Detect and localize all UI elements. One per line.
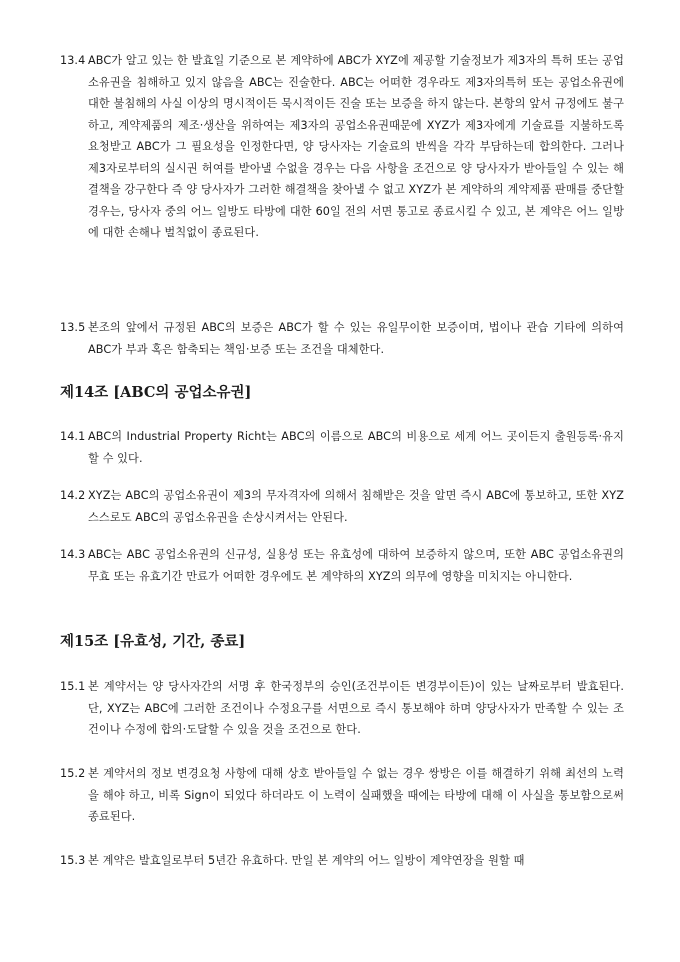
- article-14-heading: 제14조 [ABC의 공업소유권]: [60, 384, 252, 401]
- clause-text: 본 계약은 발효일로부터 5년간 유효하다. 만일 본 계약의 어느 일방이 계약연장을 원할 때: [88, 854, 525, 867]
- clause-14-2: [60, 485, 624, 528]
- clause-number: 13.4: [60, 54, 86, 67]
- clause-number: 15.3: [60, 854, 86, 867]
- clause-number: 14.3: [60, 548, 86, 561]
- clause-text: 본 계약서의 정보 변경요청 사항에 대해 상호 받아들일 수 없는 경우 쌍방은 이를 해결하기 위해 최선의 노력을 해야 하고, 비록 Sign이 되었다 하더라도 이 노력이 실패했을 때에는 타방에 대해 이 사실을 통보함으로써 종료된다.: [88, 767, 624, 823]
- clause-number: 15.1: [60, 680, 86, 693]
- clause-text: 본 계약서는 양 당사자간의 서명 후 한국정부의 승인(조건부이든 변경부이든)이 있는 날짜로부터 발효된다. 단, XYZ는 ABC에 그러한 조건이나 수정요구를 서면으로 즉시 통보해야 하며 양당사자가 만족할 수 있는 조건이나 수정에 합의·도달할 수 있을 것을 조건으로 한다.: [88, 680, 624, 736]
- clause-15-2: [60, 763, 624, 828]
- clause-number: 14.2: [60, 489, 86, 502]
- clause-13-4: [60, 50, 624, 244]
- clause-15-1: [60, 676, 624, 741]
- clause-14-1: [60, 426, 624, 469]
- clause-text: 본조의 앞에서 규정된 ABC의 보증은 ABC가 할 수 있는 유일무이한 보증이며, 법이나 관습 기타에 의하여 ABC가 부과 혹은 함축되는 책임·보증 또는 조건을 대체한다.: [88, 321, 624, 356]
- clause-15-3: [60, 850, 624, 872]
- clause-text: ABC는 ABC 공업소유권의 신규성, 실용성 또는 유효성에 대하여 보증하지 않으며, 또한 ABC 공업소유권의 무효 또는 유효기간 만료가 어떠한 경우에도 본 계약하의 XYZ의 의무에 영향을 미치지는 아니한다.: [88, 548, 624, 583]
- clause-14-3: [60, 544, 624, 587]
- article-15-heading: 제15조 [유효성, 기간, 종료]: [60, 633, 246, 650]
- clause-13-5: [60, 317, 624, 360]
- clause-text: ABC의 Industrial Property Richt는 ABC의 이름으로 ABC의 비용으로 세계 어느 곳이든지 출원등록·유지할 수 있다.: [88, 430, 624, 465]
- clause-text: ABC가 알고 있는 한 발효일 기준으로 본 계약하에 ABC가 XYZ에 제공할 기술정보가 제3자의 특허 또는 공업소유권을 침해하고 있지 않음을 ABC는 진술한다. ABC는 어떠한 경우라도 제3자의특허 또는 공업소유권에 대한 불침해의 사실 이상의 명시적이든 묵시적이든 진술 또는 보증을 하지 않는다. 본항의 앞서 규정에도 불구하고, 계약제품의 제조·생산을 위하여는 제3자의 공업소유권때문에 XYZ가 제3자에게 기술료를 지불하도록 요청받고 ABC가 그 필요성을 인정한다면, 양 당사자는 기술료의 반씩을 각각 부담하는데 합의한다. 그러나 제3자로부터의 실시권 허여를 받아낼 수없을 경우는 다음 사항을 조건으로 양 당사자가 받아들일 수 있는 해결책을 강구한다 즉 양 당사자가 그러한 해결책을 찾아낼 수 없고 XYZ가 본 계약하의 계약제품 판매를 중단할 경우는, 당사자 중의 어느 일방도 타방에 대한 60일 전의 서면 통고로 종료시킬 수 있고, 본 계약은 어느 일방에 대한 손해나 벌칙없이 종료된다.: [88, 54, 624, 239]
- clause-text: XYZ는 ABC의 공업소유권이 제3의 무자격자에 의해서 침해받은 것을 알면 즉시 ABC에 통보하고, 또한 XYZ 스스로도 ABC의 공업소유권을 손상시켜서는 안된다.: [88, 489, 624, 524]
- clause-number: 15.2: [60, 767, 86, 780]
- clause-number: 14.1: [60, 430, 86, 443]
- clause-number: 13.5: [60, 321, 86, 334]
